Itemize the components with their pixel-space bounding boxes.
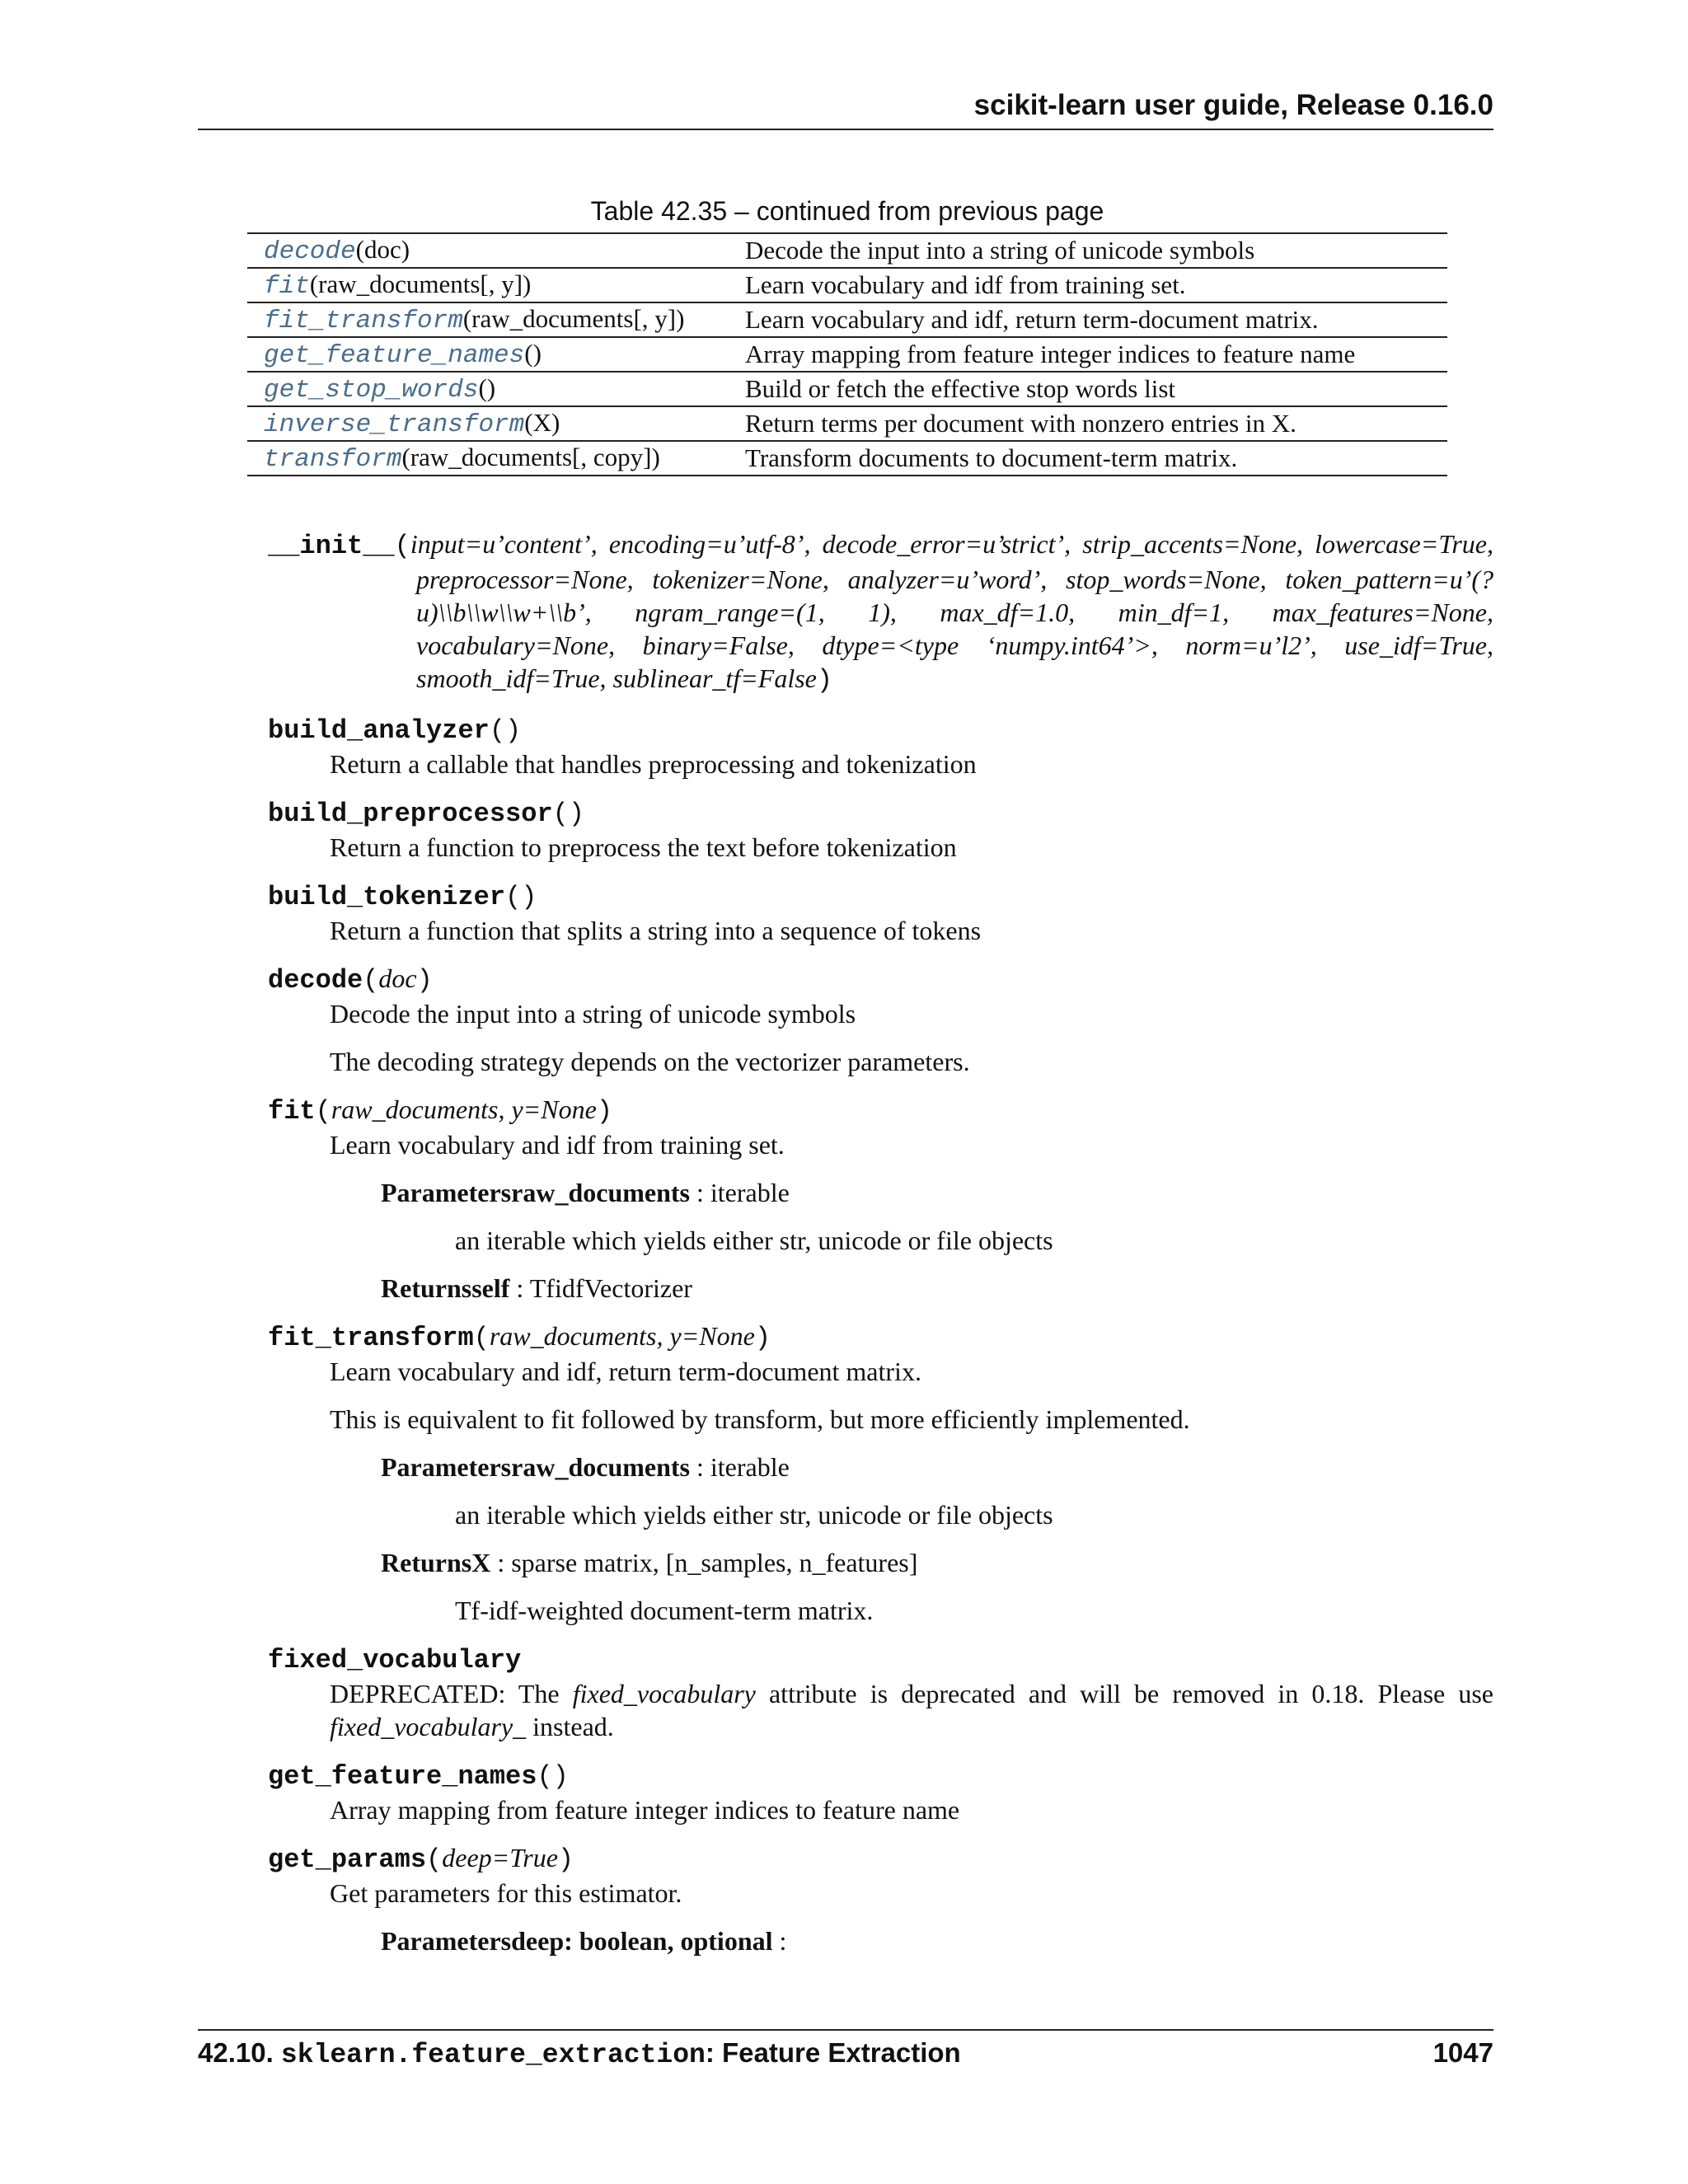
method-name: build_tokenizer xyxy=(268,882,506,912)
attribute-name: fixed_vocabulary xyxy=(268,1645,522,1675)
get-params-entry: get_params(deep=True) Get parameters for this estimator. Parametersdeep: boolean, optional : xyxy=(268,1841,1493,1957)
method-args: (doc) xyxy=(355,235,410,264)
method-description: Return terms per document with nonzero entries in X. xyxy=(729,406,1447,441)
parameters-field: Parametersraw_documents : iterable xyxy=(381,1178,790,1207)
build-analyzer-entry: build_analyzer() Return a callable that handles preprocessing and tokenization xyxy=(268,712,1493,780)
method-note: This is equivalent to fit followed by transform, but more efficiently implemented. xyxy=(330,1404,1190,1434)
method-summary: Return a function that splits a string into a sequence of tokens xyxy=(330,916,982,945)
method-name: decode xyxy=(268,965,363,996)
fixed-vocabulary-entry xyxy=(268,1642,1493,1743)
decode-entry: decode(doc) Decode the input into a string of unicode symbols The decoding strategy depends on the vectorizer parameters. xyxy=(268,962,1493,1078)
method-description: Build or fetch the effective stop words list xyxy=(729,372,1447,406)
method-link-fit-transform[interactable]: fit_transform xyxy=(264,307,463,335)
method-args: () xyxy=(478,373,496,402)
table-row xyxy=(247,337,1447,372)
table-row xyxy=(247,233,1447,268)
table-row xyxy=(247,406,1447,441)
method-name: fit xyxy=(268,1096,316,1127)
method-note: The decoding strategy depends on the vectorizer parameters. xyxy=(330,1047,970,1076)
method-summary: Get parameters for this estimator. xyxy=(330,1878,682,1908)
fit-entry: fit(raw_documents, y=None) Learn vocabulary and idf from training set. Parametersraw_documents : iterable an iterable which yields either str, unicode or file objects Returnsself : TfidfVectorizer xyxy=(268,1093,1493,1305)
method-params: input=u’content’, encoding=u’utf-8’, decode_error=u’strict’, strip_accents=None, lowercase=True, preprocessor=None, tokenizer=None, analyzer=u’word’, stop_words=None, token_pattern=u’(?u)\\b\\w\\w+\\b’, ngram_range=(1, 1), max_df=1.0, min_df=1, max_features=None, vocabulary=None, binary=False, dtype=<type ‘numpy.int64’>, norm=u’l2’, use_idf=True, smooth_idf=True, sublinear_tf=False xyxy=(410,529,1493,693)
method-description: Transform documents to document-term matrix. xyxy=(729,441,1447,476)
method-args: (X) xyxy=(524,408,560,437)
deprecation-note: DEPRECATED: The fixed_vocabulary attribute is deprecated and will be removed in 0.18. Please use fixed_vocabulary_ instead. xyxy=(330,1679,1494,1741)
method-summary: Return a callable that handles preprocessing and tokenization xyxy=(330,749,977,779)
method-description: Array mapping from feature integer indices to feature name xyxy=(729,337,1447,372)
table-row xyxy=(247,302,1447,337)
method-link-get-stop-words[interactable]: get_stop_words xyxy=(264,376,479,405)
parameter-description: an iterable which yields either str, unicode or file objects xyxy=(455,1500,1053,1530)
method-name: __init__ xyxy=(268,531,395,561)
returns-description: Tf-idf-weighted document-term matrix. xyxy=(455,1596,874,1625)
init-signature: __init__(input=u’content’, encoding=u’utf-8’, decode_error=u’strict’, strip_accents=None, lowercase=True, preprocessor=None, tokenizer=None, analyzer=u’word’, stop_words=None, token_pattern=u’(?u)\\b\\w\\w+\\b’, ngram_range=(1, 1), max_df=1.0, min_df=1, max_features=None, vocabulary=None, binary=False, dtype=<type ‘numpy.int64’>, norm=u’l2’, use_idf=True, smooth_idf=True, sublinear_tf=False) xyxy=(268,529,1493,696)
module-name: sklearn.feature_extraction xyxy=(280,2040,706,2070)
parameters-field: Parametersraw_documents : iterable xyxy=(381,1452,790,1482)
method-summary: Decode the input into a string of unicode symbols xyxy=(330,999,856,1029)
running-header: scikit-learn user guide, Release 0.16.0 xyxy=(198,89,1493,130)
method-args: () xyxy=(524,339,542,368)
parameters-field: Parametersdeep: boolean, optional : xyxy=(381,1926,787,1956)
method-summary: Learn vocabulary and idf from training set. xyxy=(330,1130,785,1160)
running-footer xyxy=(198,2029,1493,2070)
build-tokenizer-entry: build_tokenizer() Return a function that splits a string into a sequence of tokens xyxy=(268,879,1493,947)
parameter-description: an iterable which yields either str, unicode or file objects xyxy=(455,1226,1053,1255)
method-description: Decode the input into a string of unicode symbols xyxy=(729,233,1447,268)
table-row xyxy=(247,372,1447,406)
table-caption: Table 42.35 – continued from previous page xyxy=(590,196,1104,226)
method-name: get_feature_names xyxy=(268,1761,537,1792)
method-name: fit_transform xyxy=(268,1323,474,1353)
fit-transform-entry: fit_transform(raw_documents, y=None) Learn vocabulary and idf, return term-document matrix. This is equivalent to fit followed by transform, but more efficiently implemented. Parametersraw_documents : iterable an iterable which yields either str, unicode or file objects ReturnsX : sparse matrix, [n_samples, n_features] Tf-idf-weighted document-term matrix. xyxy=(268,1319,1493,1627)
methods-summary-table xyxy=(247,232,1447,476)
method-link-transform[interactable]: transform xyxy=(264,445,402,474)
method-link-get-feature-names[interactable]: get_feature_names xyxy=(264,341,525,370)
method-description: Learn vocabulary and idf from training set. xyxy=(729,268,1447,302)
method-args: (raw_documents[, y]) xyxy=(462,304,685,333)
method-documentation xyxy=(268,527,1493,1972)
method-args: (raw_documents[, copy]) xyxy=(401,443,660,471)
build-preprocessor-entry: build_preprocessor() Return a function to preprocess the text before tokenization xyxy=(268,795,1493,864)
method-name: build_analyzer xyxy=(268,715,490,746)
method-name: get_params xyxy=(268,1844,427,1875)
init-entry xyxy=(268,527,1493,697)
table-row xyxy=(247,441,1447,476)
method-link-decode[interactable]: decode xyxy=(264,237,356,266)
method-link-inverse-transform[interactable]: inverse_transform xyxy=(264,410,525,439)
method-summary: Return a function to preprocess the text before tokenization xyxy=(330,832,957,862)
method-summary: Learn vocabulary and idf, return term-document matrix. xyxy=(330,1357,921,1386)
get-feature-names-entry: get_feature_names() Array mapping from feature integer indices to feature name xyxy=(268,1758,1493,1826)
table-row xyxy=(247,268,1447,302)
method-link-fit[interactable]: fit xyxy=(264,272,310,301)
section-title: 42.10. sklearn.feature_extraction: Feature Extraction xyxy=(198,2037,961,2070)
method-summary: Array mapping from feature integer indices to feature name xyxy=(330,1795,960,1825)
method-description: Learn vocabulary and idf, return term-document matrix. xyxy=(729,302,1447,337)
returns-field: Returnsself : TfidfVectorizer xyxy=(381,1273,692,1303)
page-number: 1047 xyxy=(1432,2037,1493,2068)
method-name: build_preprocessor xyxy=(268,799,553,829)
returns-field: ReturnsX : sparse matrix, [n_samples, n_features] xyxy=(381,1548,918,1577)
method-args: (raw_documents[, y]) xyxy=(309,269,532,298)
